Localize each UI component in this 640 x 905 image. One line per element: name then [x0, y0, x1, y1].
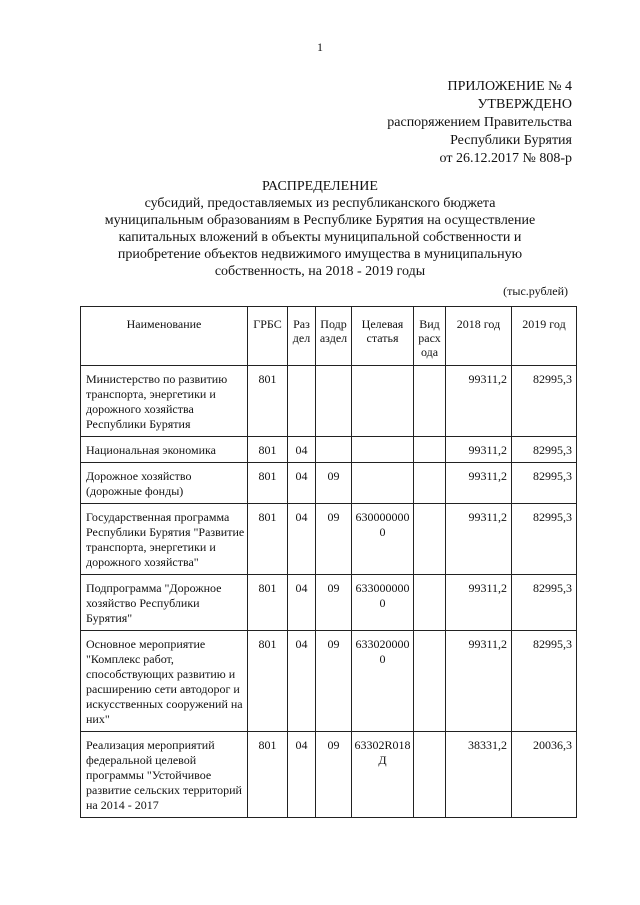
row-grbs: 801 — [248, 366, 288, 437]
distribution-table — [80, 306, 577, 818]
units-label: (тыс.рублей) — [503, 284, 568, 298]
row-2019: 20036,3 — [512, 732, 577, 818]
row-grbs: 801 — [248, 437, 288, 463]
header-2018: 2018 год — [446, 307, 512, 366]
page-number: 1 — [317, 40, 323, 54]
row-podrazdel: 09 — [316, 732, 352, 818]
row-name: Министерство по развитию транспорта, энергетики и дорожного хозяйства Республики Бурятия — [81, 366, 248, 437]
row-target: 6330000000 — [352, 575, 414, 631]
row-2019: 82995,3 — [512, 437, 577, 463]
table-row — [81, 366, 577, 437]
row-podrazdel: 09 — [316, 575, 352, 631]
row-vid — [414, 732, 446, 818]
row-target — [352, 463, 414, 504]
table-row — [81, 463, 577, 504]
row-vid — [414, 463, 446, 504]
row-podrazdel: 09 — [316, 631, 352, 732]
row-2018: 99311,2 — [446, 366, 512, 437]
title-line-4: приобретение объектов недвижимого имущества в муниципальную — [117, 247, 523, 262]
title-line-2: муниципальным образованиям в Республике Бурятия на осуществление — [104, 213, 536, 228]
row-razdel: 04 — [288, 575, 316, 631]
title-line-5: собственность, на 2018 - 2019 годы — [214, 264, 426, 279]
row-grbs: 801 — [248, 732, 288, 818]
table-row — [81, 437, 577, 463]
header-grbs: ГРБС — [248, 307, 288, 366]
row-grbs: 801 — [248, 504, 288, 575]
row-target — [352, 437, 414, 463]
row-razdel: 04 — [288, 437, 316, 463]
row-podrazdel — [316, 366, 352, 437]
row-grbs: 801 — [248, 463, 288, 504]
row-podrazdel: 09 — [316, 463, 352, 504]
row-vid — [414, 575, 446, 631]
row-podrazdel: 09 — [316, 504, 352, 575]
row-2019: 82995,3 — [512, 504, 577, 575]
header-vid: Вид расх ода — [414, 307, 446, 366]
row-grbs: 801 — [248, 575, 288, 631]
header-podrazdel: Подр аздел — [316, 307, 352, 366]
table-row — [81, 732, 577, 818]
approved-label: УТВЕРЖДЕНО — [477, 97, 572, 112]
title-heading: РАСПРЕДЕЛЕНИЕ — [262, 179, 378, 194]
row-razdel: 04 — [288, 631, 316, 732]
row-2018: 99311,2 — [446, 504, 512, 575]
row-target: 6330200000 — [352, 631, 414, 732]
row-razdel — [288, 366, 316, 437]
row-2018: 99311,2 — [446, 575, 512, 631]
row-razdel: 04 — [288, 504, 316, 575]
row-vid — [414, 437, 446, 463]
header-target: Целевая статья — [352, 307, 414, 366]
row-vid — [414, 504, 446, 575]
row-podrazdel — [316, 437, 352, 463]
row-2018: 38331,2 — [446, 732, 512, 818]
row-2018: 99311,2 — [446, 437, 512, 463]
table-row — [81, 575, 577, 631]
approval-block — [387, 78, 572, 168]
header-2019: 2019 год — [512, 307, 577, 366]
row-target: 6300000000 — [352, 504, 414, 575]
row-name: Подпрограмма "Дорожное хозяйство Республики Бурятия" — [81, 575, 248, 631]
row-razdel: 04 — [288, 463, 316, 504]
row-name: Реализация мероприятий федеральной целевой программы "Устойчивое развитие сельских территорий на 2014 - 2017 — [81, 732, 248, 818]
approved-by: распоряжением Правительства — [387, 115, 572, 130]
row-target: 63302R018Д — [352, 732, 414, 818]
row-grbs: 801 — [248, 631, 288, 732]
row-2019: 82995,3 — [512, 366, 577, 437]
approval-date: от 26.12.2017 № 808-р — [439, 151, 572, 166]
row-name: Национальная экономика — [81, 437, 248, 463]
header-name: Наименование — [81, 307, 248, 366]
table-row — [81, 504, 577, 575]
row-name: Основное мероприятие "Комплекс работ, способствующих развитию и расширению сети автодорог и искусственных сооружений на них" — [81, 631, 248, 732]
row-2018: 99311,2 — [446, 631, 512, 732]
header-razdel: Раз дел — [288, 307, 316, 366]
row-name: Дорожное хозяйство (дорожные фонды) — [81, 463, 248, 504]
approved-by-region: Республики Бурятия — [450, 133, 572, 148]
title-line-3: капитальных вложений в объекты муниципальной собственности и — [118, 230, 522, 245]
row-2019: 82995,3 — [512, 575, 577, 631]
row-name: Государственная программа Республики Бурятия "Развитие транспорта, энергетики и дорожного хозяйства" — [81, 504, 248, 575]
title-line-1: субсидий, предоставляемых из республиканского бюджета — [144, 196, 496, 211]
row-razdel: 04 — [288, 732, 316, 818]
appendix-label: ПРИЛОЖЕНИЕ № 4 — [447, 79, 572, 94]
row-vid — [414, 631, 446, 732]
row-2019: 82995,3 — [512, 463, 577, 504]
row-target — [352, 366, 414, 437]
document-title — [60, 178, 580, 280]
row-2018: 99311,2 — [446, 463, 512, 504]
row-vid — [414, 366, 446, 437]
table-row — [81, 631, 577, 732]
table-header-row — [81, 307, 577, 366]
row-2019: 82995,3 — [512, 631, 577, 732]
